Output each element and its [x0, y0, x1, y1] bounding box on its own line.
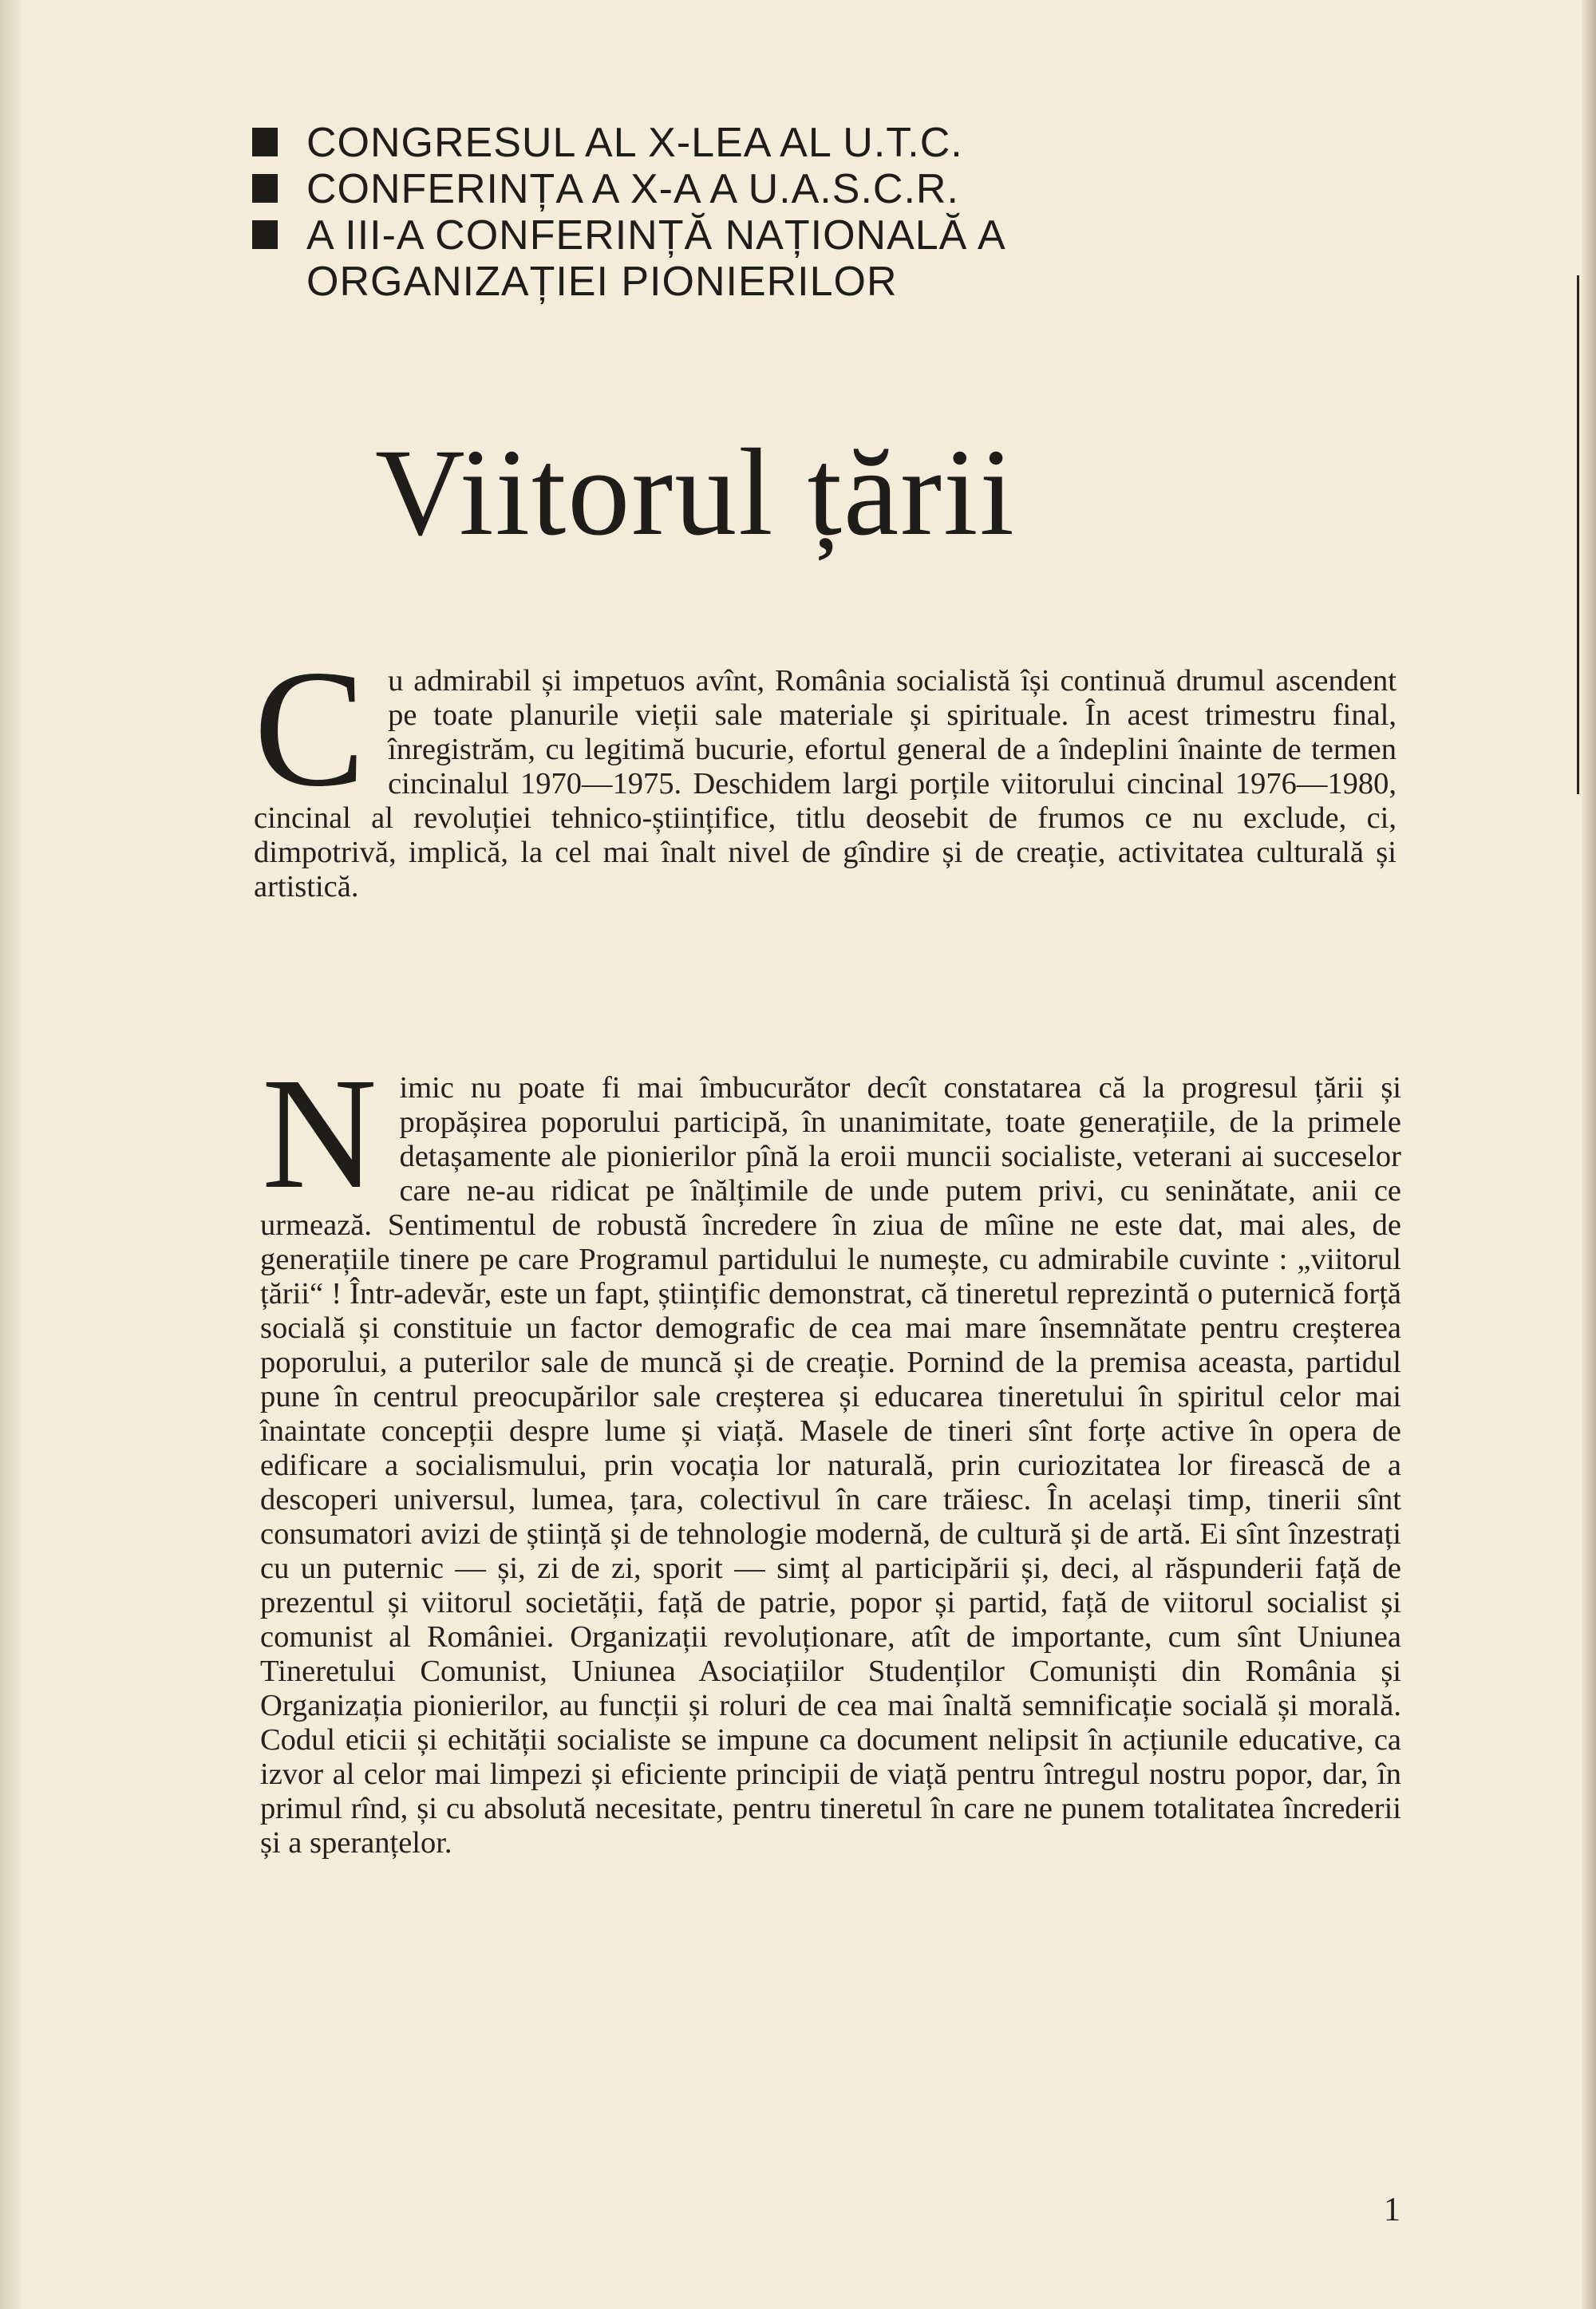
page-edge-right: [1582, 0, 1596, 2309]
headline-item: [249, 166, 1246, 212]
margin-rule: [1577, 275, 1579, 794]
article-title: Viitorul țării: [375, 423, 1016, 561]
headline-item-continued: [249, 259, 1246, 305]
page-edge-left: [0, 0, 21, 2309]
body-paragraph: [260, 1046, 1401, 1860]
square-bullet-icon: [252, 220, 278, 249]
drop-cap: C: [254, 636, 366, 821]
paragraph-text: u admirabil și impetuos avînt, România socialistă își continuă drumul ascendent pe toate planurile vieții sale materiale și spirituale. În acest trimestru final, înregistrăm, cu legitimă bucurie, efortul general de a îndeplini înainte de termen cincinalul 1970—1975. Deschidem largi porțile viitorului cincinal 1976—1980, cincinal al revoluției tehnico-științifice, titlu deosebit de frumos ce nu exclude, ci, dimpotrivă, implică, la cel mai înalt nivel de gîndire și de creație, activitatea culturală și artistică.: [254, 664, 1396, 903]
headline-text: CONFERINȚA A X-A A U.A.S.C.R.: [306, 166, 959, 212]
page-number: 1: [1384, 2192, 1400, 2228]
intro-paragraph: [254, 636, 1396, 904]
event-headlines: [249, 120, 1246, 305]
headline-text: A III-A CONFERINȚĂ NAȚIONALĂ A: [306, 212, 1006, 259]
headline-text: ORGANIZAȚIEI PIONIERILOR: [306, 259, 898, 305]
headline-text: CONGRESUL AL X-LEA AL U.T.C.: [306, 120, 963, 166]
headline-item: [249, 212, 1246, 259]
drop-cap: N: [262, 1046, 377, 1222]
paragraph-text: imic nu poate fi mai îmbucurător decît constatarea că la progresul țării și propășirea poporului participă, în unanimitate, toate generațiile, de la primele detașamente ale pionierilor pînă la eroii muncii socialiste, veterani ai succeselor care ne-au ridicat pe înălțimile de unde putem privi, cu seninătate, anii ce urmează. Sentimentul de robustă încredere în ziua de mîine ne este dat, mai ales, de generațiile tinere pe care Programul partidului le numește, cu admirabile cuvinte : „viitorul țării“ ! Într-adevăr, este un fapt, științific demonstrat, că tineretul reprezintă o puternică forță socială și constituie un factor demografic de cea mai mare însemnătate pentru creșterea poporului, a puterilor sale de muncă și de creație. Pornind de la premisa aceasta, partidul pune în centrul preocupărilor sale creșterea și educarea tineretului în spiritul celor mai înaintate concepții despre lume și viață. Masele de tineri sînt forțe active în opera de edificare a socialismului, prin vocația lor naturală, prin curiozitatea lor firească de a descoperi universul, lumea, țara, colectivul în care trăiesc. În același timp, tinerii sînt consumatori avizi de știință și de tehnologie modernă, de cultură și de artă. Ei sînt înzestrați cu un puternic — și, zi de zi, sporit — simț al participării și, deci, al răspunderii față de prezentul și viitorul societății, față de patrie, popor și partid, față de viitorul socialist și comunist al României. Organizații revoluționare, atît de importante, cum sînt Uniunea Tineretului Comunist, Uniunea Asociațiilor Studenților Comuniști din România și Organizația pionierilor, au funcții și roluri de cea mai înaltă semnificație socială și morală. Codul eticii și echității socialiste se impune ca document nelipsit în acțiunile educative, ca izvor al celor mai limpezi și eficiente principii de viață pentru întregul nostru popor, dar, în primul rînd, și cu absolută necesitate, pentru tineretul în care ne punem totalitatea încrederii și a speranțelor.: [260, 1071, 1401, 1860]
square-bullet-icon: [252, 174, 278, 203]
headline-item: [249, 120, 1246, 166]
square-bullet-icon: [252, 128, 278, 156]
